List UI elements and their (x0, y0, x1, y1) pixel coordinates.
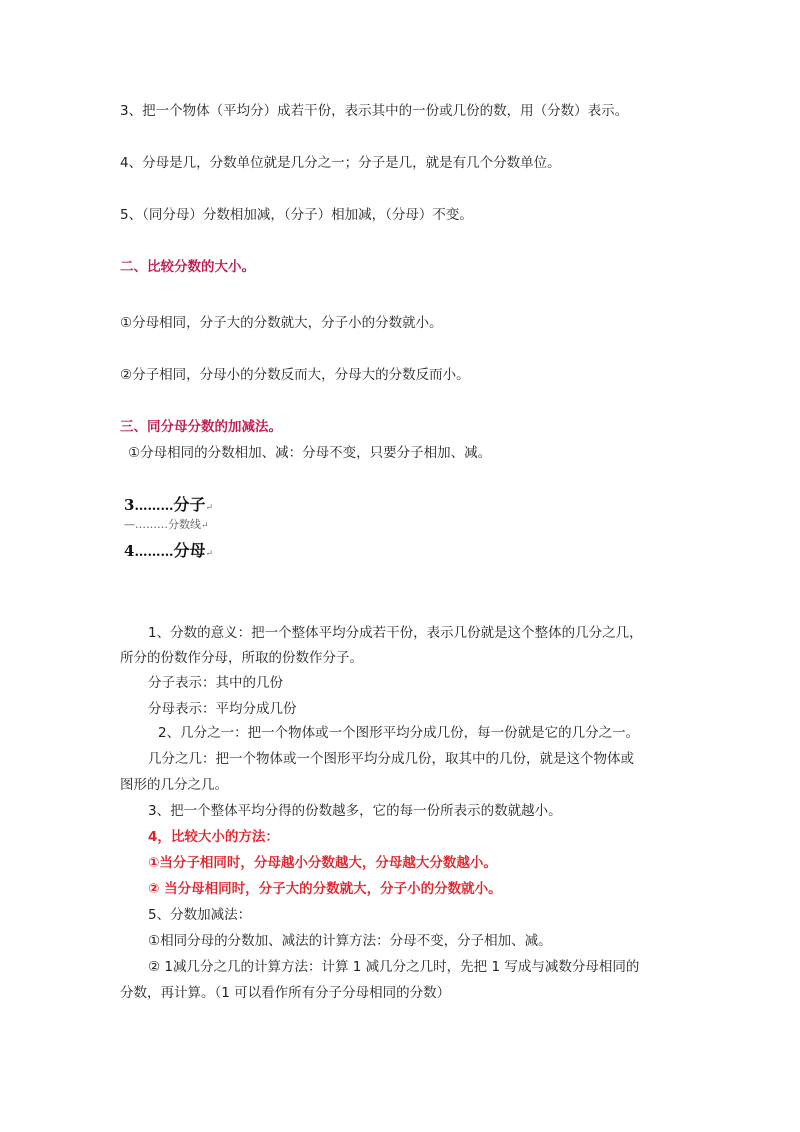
return-mark-icon: ↵ (205, 503, 213, 513)
note-5-rule-b-line-1: ② 1减几分之几的计算方法：计算 1 减几分之几时，先把 1 写成与减数分母相同的 (148, 959, 640, 975)
numerator-dots: ……… (134, 499, 174, 514)
fraction-bar-line: —……… (124, 518, 168, 531)
note-3: 3、把一个整体平均分得的份数越多，它的每一份所表示的数就越小。 (148, 803, 562, 819)
numerator-digit: 3 (124, 496, 135, 514)
note-1-line-1: 1、分数的意义：把一个整体平均分成若干份，表示几份就是这个整体的几分之几， (148, 625, 643, 641)
section-2-heading: 二、比较分数的大小。 (120, 259, 255, 275)
note-2b-line-1: 几分之几：把一个物体或一个图形平均分成几份，取其中的几份，就是这个物体或 (148, 751, 634, 767)
note-4-rule-b: ② 当分母相同时，分子大的分数就大，分子小的分数就小。 (148, 881, 502, 897)
note-5: 5、分数加减法： (148, 907, 252, 923)
fraction-bar-label: 分数线 (168, 518, 201, 531)
denominator-digit: 4 (124, 542, 135, 560)
note-1-line-2: 所分的份数作分母，所取的份数作分子。 (120, 650, 363, 666)
denominator-label: 分母 (173, 541, 206, 560)
denominator-dots: ……… (134, 545, 174, 560)
note-5-rule-a: ①相同分母的分数加、减法的计算方法：分母不变，分子相加、减。 (148, 933, 552, 949)
note-2b-line-2: 图形的几分之几。 (120, 777, 228, 793)
item-3: 3、把一个物体（平均分）成若干份，表示其中的一份或几份的数，用（分数）表示。 (120, 103, 629, 119)
note-4-heading: 4，比较大小的方法： (148, 829, 279, 845)
section-3-heading: 三、同分母分数的加减法。 (120, 419, 282, 435)
note-2: 2、几分之一：把一个物体或一个图形平均分成几份，每一份就是它的几分之一。 (158, 725, 640, 741)
return-mark-icon: ↵ (205, 549, 213, 559)
note-4-rule-a: ①当分子相同时，分母越小分数越大，分母越大分数越小。 (148, 855, 497, 871)
item-4: 4、分母是几，分数单位就是几分之一；分子是几，就是有几个分数单位。 (120, 155, 561, 171)
denominator-meaning: 分母表示：平均分成几份 (148, 701, 297, 717)
section-3-rule-1: ①分母相同的分数相加、减：分母不变，只要分子相加、减。 (128, 445, 492, 461)
item-5: 5、（同分母）分数相加减，（分子）相加减，（分母）不变。 (120, 207, 473, 223)
return-mark-icon: ↵ (201, 521, 209, 531)
note-5-rule-b-line-2: 分数，再计算。（1 可以看作所有分子分母相同的分数） (120, 985, 451, 1001)
numerator-label: 分子 (173, 495, 206, 514)
denominator-row (124, 538, 213, 561)
fraction-parts-figure (124, 490, 254, 566)
numerator-row (124, 492, 213, 515)
fraction-bar-row (124, 516, 209, 532)
section-2-rule-1: ①分母相同，分子大的分数就大，分子小的分数就小。 (120, 315, 443, 331)
numerator-meaning: 分子表示：其中的几份 (148, 675, 283, 691)
section-2-rule-2: ②分子相同，分母小的分数反而大，分母大的分数反而小。 (120, 367, 470, 383)
